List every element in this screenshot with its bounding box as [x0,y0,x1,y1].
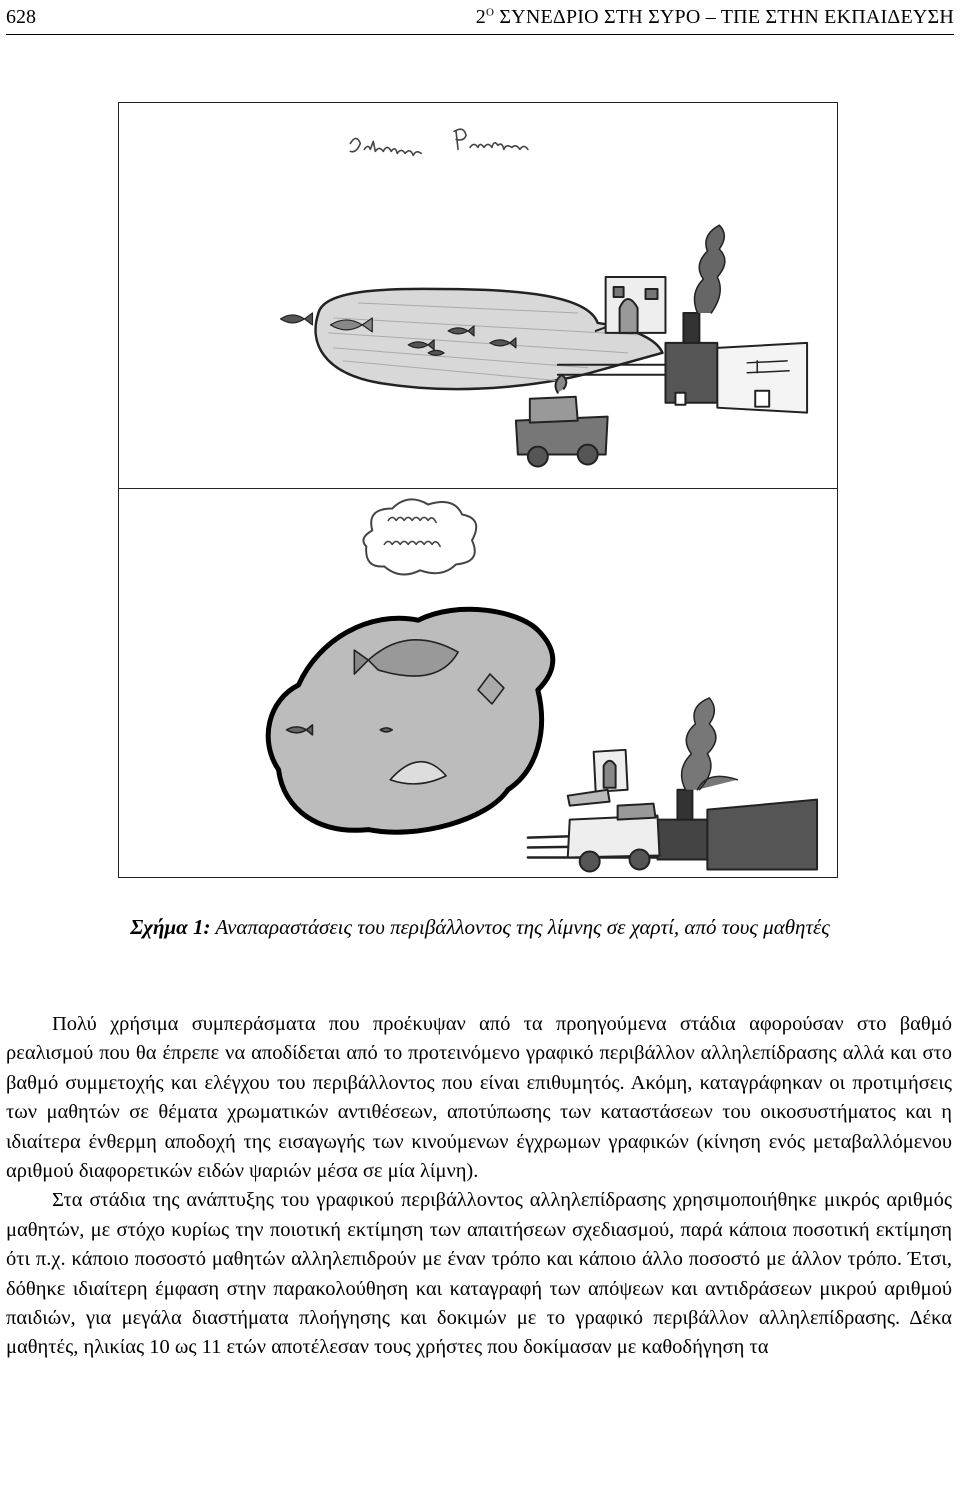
handwritten-name-top [350,129,528,155]
figure-caption [60,912,900,942]
paragraph: Στα στάδια της ανάπτυξης του γραφικού περιβάλλοντος αλληλεπίδρασης χρησιμοποιήθηκε μικρός αριθμός μαθητών, με στόχο κυρίως την ποιοτική εκτίμηση των απαιτήσεων σχεδιασμού, παρά κάποια ποσοτική εκτίμηση ότι π.χ. κάποιο ποσοστό μαθητών αλληλεπιδρούν με έναν τρόπο και κάποιο άλλο ποσοστό με άλλον τρόπο. Έτσι, δόθηκε ιδιαίτερη έμφαση στην παρακολούθηση και καταγραφή των απόψεων και αντιδράσεων μικρού αριθμού παιδιών, για μεγάλα διαστήματα πλοήγησης και δοκιμών με το γραφικό περιβάλλον αλληλεπίδρασης. Δέκα μαθητές, ηλικίας 10 ως 11 ετών αποτέλεσαν τους χρήστες που δοκίμασαν με καθοδήγηση τα [6,1189,952,1359]
running-head-superscript: Ο [485,6,495,19]
running-head-prefix: 2 [475,6,486,28]
figure-divider [119,488,837,489]
student-drawing-top [119,103,837,487]
paragraph: Πολύ χρήσιμα συμπεράσματα που προέκυψαν από τα προηγούμενα στάδια αφορούσαν στο βαθμό ρεαλισμού που θα έπρεπε να αποδίδεται από το προτεινόμενο γραφικό περιβάλλον αλληλεπίδρασης αλλά και στο βαθμό συμμετοχής και ελέγχου του περιβάλλοντος που είναι επιθυμητός. Ακόμη, καταγράφηκαν οι προτιμήσεις των μαθητών σε θέματα χρωματικών αντιθέσεων, αποτύπωσης των καταστάσεων του οικοσυστήματος και η ιδιαίτερα ένθερμη αποδοχή της εισαγωγής των κινούμενων έγχρωμων γραφικών (κίνηση ενός μεταβαλλόμενου αριθμού διαφορετικών ειδών ψαριών μέσα σε μία λίμνη). [6,1013,952,1183]
running-head-text: ΣΥΝΕΔΡΙΟ ΣΤΗ ΣΥΡΟ – ΤΠΕ ΣΤΗΝ ΕΚΠΑΙΔΕΥΣΗ [494,6,954,28]
pipe-bottom-small [568,790,610,806]
truck [516,375,608,467]
factory [665,313,807,413]
body-text [6,1010,952,1363]
running-head [476,6,954,29]
student-drawing-bottom [119,490,837,876]
page-header [6,6,954,36]
handwritten-name-bottom [363,499,476,574]
figure-caption-text: Αναπαραστάσεις του περιβάλλοντος της λίμνης σε χαρτί, από τους μαθητές [210,915,830,939]
smoke [694,225,724,313]
small-building [606,277,666,333]
drawing-bottom-sketch [119,490,837,876]
figure-label: Σχήμα 1: [130,915,211,939]
drawing-top-sketch [119,103,837,487]
figure-frame [118,102,838,878]
header-rule [6,34,954,35]
small-building-bottom [594,750,628,792]
page-number: 628 [6,6,36,28]
smoke-bottom [682,698,738,790]
truck-bottom [568,804,660,872]
